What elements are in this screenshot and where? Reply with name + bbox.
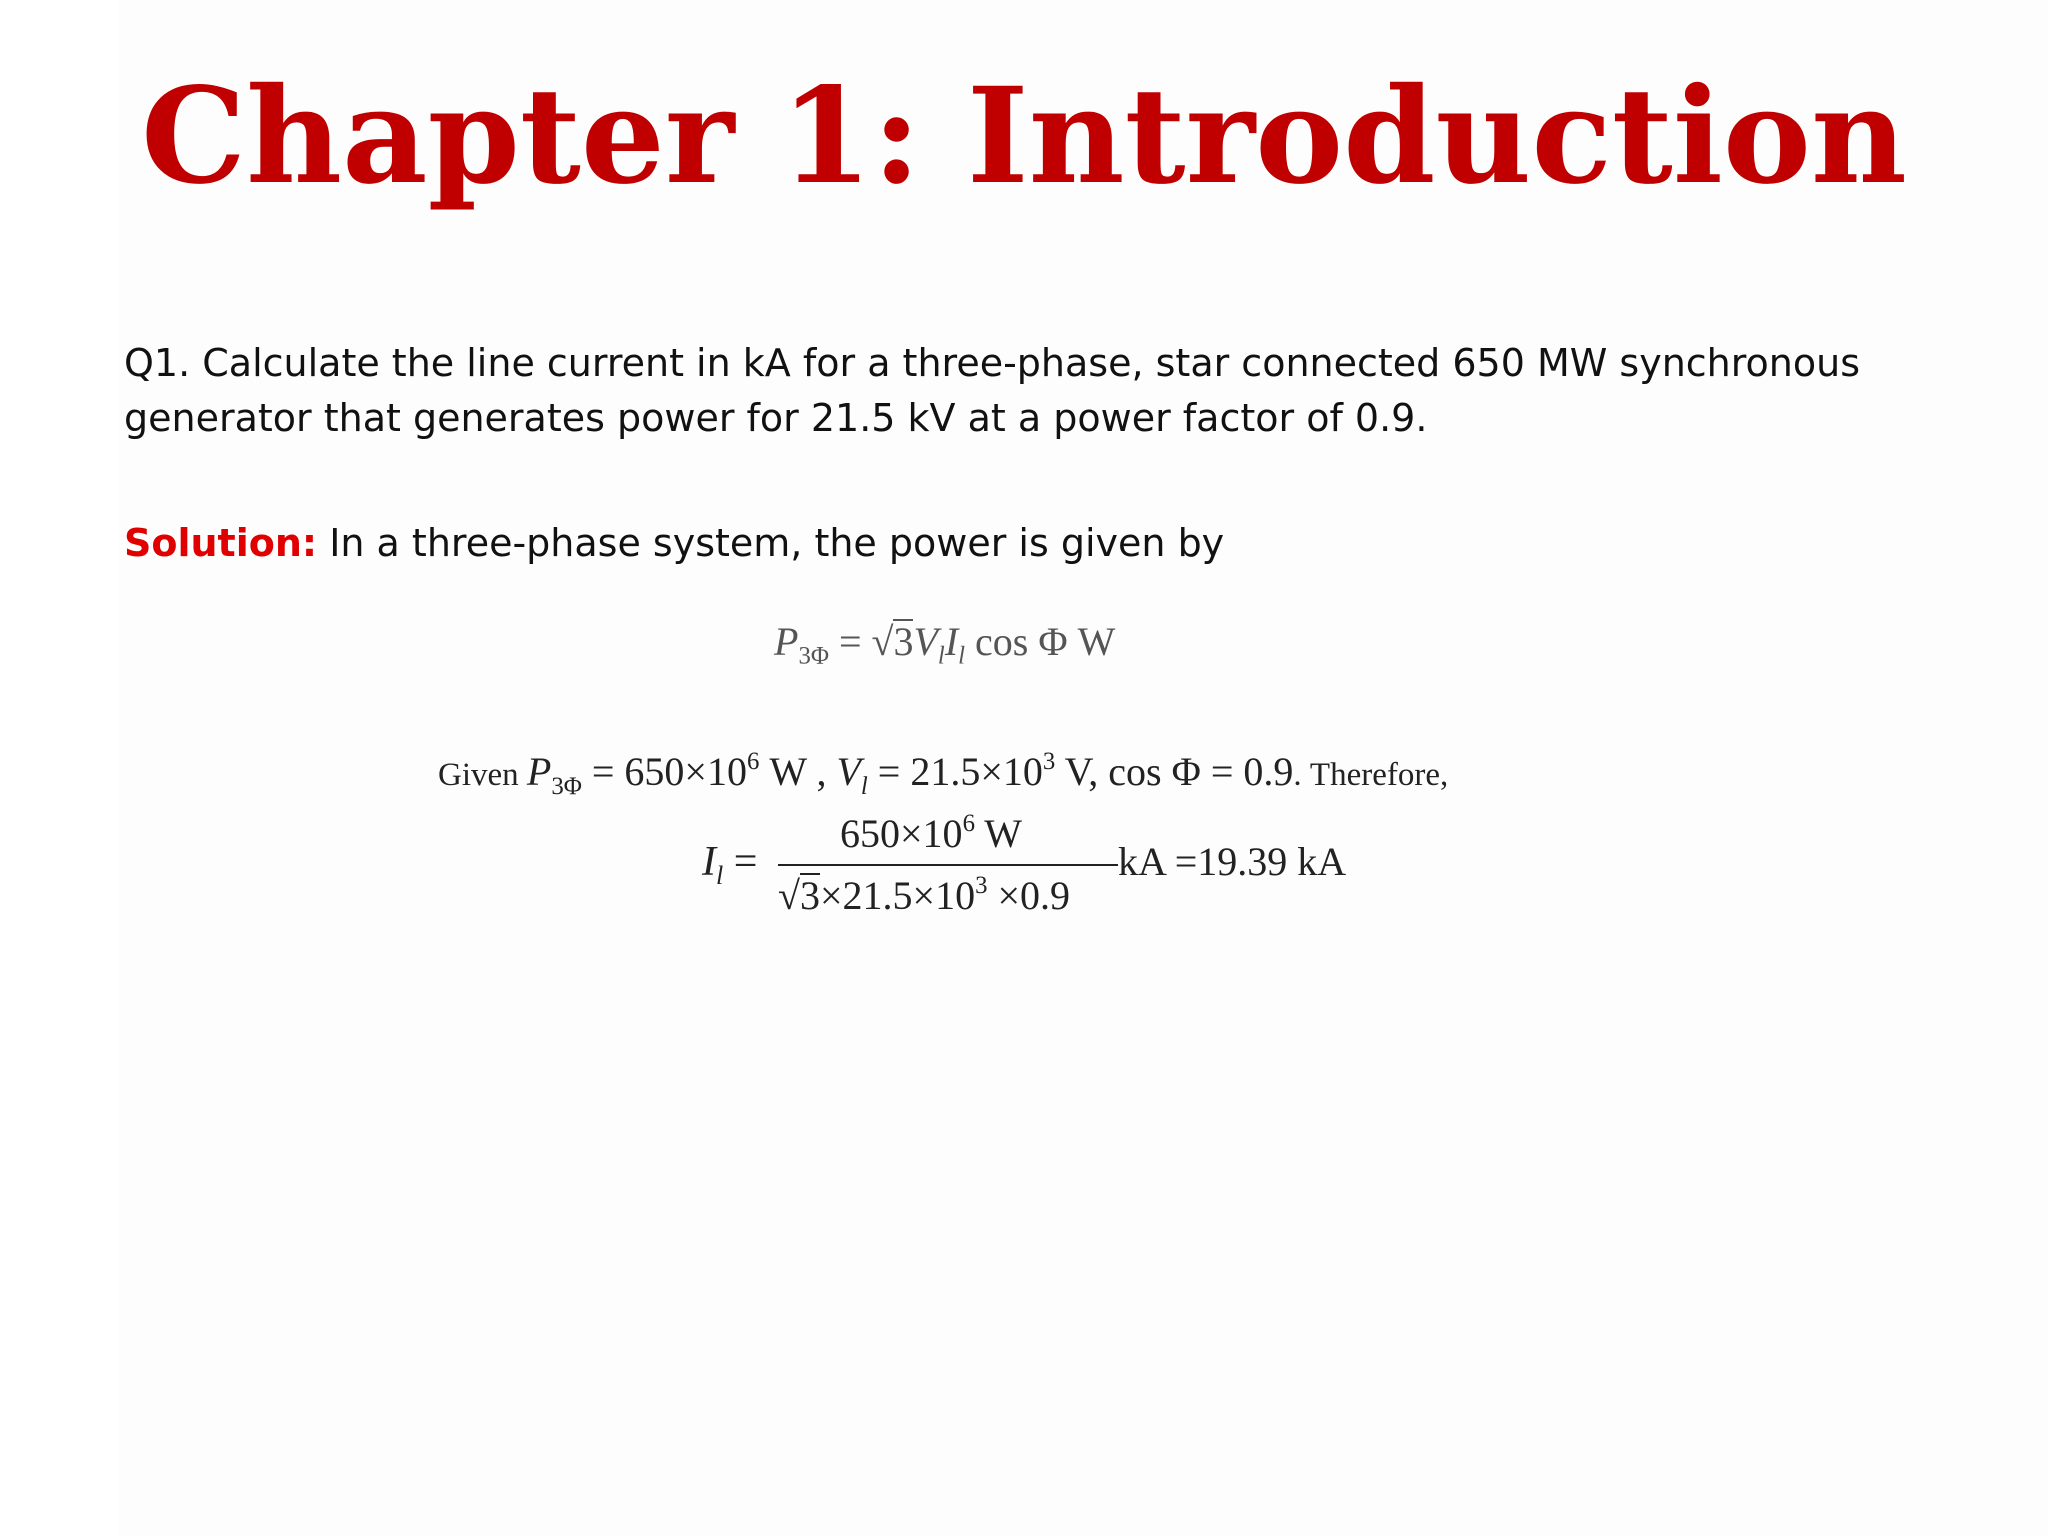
given-p-value: = 650×10 — [581, 749, 747, 795]
fraction-denominator — [778, 872, 1070, 919]
given-prefix: Given — [438, 757, 527, 794]
given-v-unit: V, cos Φ = 0.9 — [1055, 749, 1294, 795]
given-v-value: = 21.5×10 — [867, 749, 1043, 795]
slide-title: Chapter 1: Introduction — [141, 59, 1907, 214]
denominator-exponent: 3 — [975, 872, 988, 899]
numerator-unit: W — [974, 811, 1022, 857]
result-unit: kA — [1118, 839, 1165, 884]
given-suffix: . Therefore, — [1293, 757, 1449, 794]
given-p: P — [526, 749, 552, 795]
given-v: V — [836, 749, 861, 795]
given-p-exponent: 6 — [747, 748, 760, 775]
result-value: =19.39 kA — [1164, 839, 1347, 884]
current-lhs — [702, 838, 757, 891]
current-eq: = — [723, 839, 758, 885]
solution-text: In a three-phase system, the power is given by — [317, 521, 1225, 565]
power-equation — [774, 618, 1115, 671]
power-equation-v: V — [913, 619, 938, 664]
denominator-sqrt: √ — [778, 873, 800, 919]
power-equation-i: I — [944, 619, 959, 664]
denominator-value: ×21.5×10 — [819, 873, 976, 919]
solution-label: Solution: — [124, 521, 318, 565]
fraction-numerator — [840, 810, 1022, 857]
current-result — [1118, 838, 1346, 885]
numerator-value: 650×10 — [840, 811, 963, 857]
fraction-bar — [778, 864, 1118, 866]
given-p-sub: 3Φ — [551, 772, 582, 800]
current-i: I — [702, 839, 716, 885]
power-equation-p: P — [774, 619, 799, 664]
solution-paragraph — [124, 516, 1904, 571]
power-equation-radicand: 3 — [893, 619, 914, 664]
given-line — [438, 748, 1448, 801]
power-equation-v-sub: l — [937, 642, 945, 670]
power-equation-eq: = √ — [828, 619, 894, 664]
given-v-sub: l — [860, 772, 868, 800]
denominator-tail: ×0.9 — [987, 873, 1071, 919]
power-equation-i-sub: l — [958, 642, 966, 670]
question-text: Q1. Calculate the line current in kA for a three-phase, star connected 650 MW synchronous generator that generates power for 21.5 kV at a power factor of 0.9. — [124, 341, 1861, 440]
given-p-unit: W , — [759, 749, 837, 795]
numerator-exponent: 6 — [962, 810, 975, 837]
current-i-sub: l — [716, 861, 724, 891]
given-v-exponent: 3 — [1042, 748, 1056, 775]
power-equation-p-sub: 3Φ — [798, 642, 829, 670]
power-equation-rest: cos Φ W — [965, 619, 1116, 664]
denominator-radicand: 3 — [799, 873, 820, 919]
